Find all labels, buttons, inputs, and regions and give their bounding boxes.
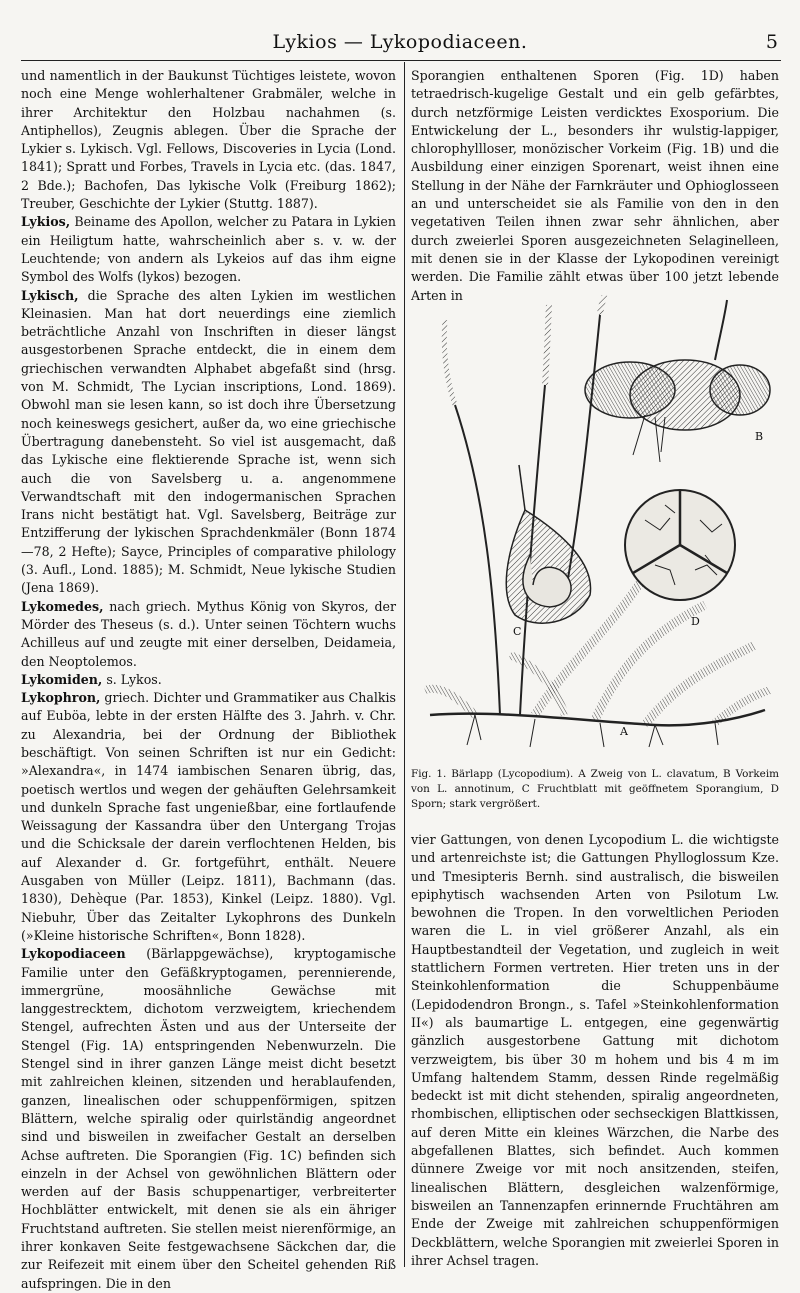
- entry-headword: Lykios,: [21, 214, 71, 230]
- figure-label-d: D: [691, 615, 700, 628]
- entry-headword: Lykomiden,: [21, 671, 103, 687]
- entry-text: s. Lykos.: [102, 671, 162, 687]
- right-column-bottom: [411, 831, 779, 1270]
- entry-lykomedes: [21, 598, 396, 671]
- sporophyll-drawing: [506, 465, 590, 623]
- entry-headword: Lykomedes,: [21, 598, 104, 614]
- figure-caption: Fig. 1. Bärlapp (Lycopodium). A Zweig von L. clavatum, B Vorkeim von L. annotinum, C Fruchtblatt mit geöffnetem Sporangium, D Sporn; stark vergrößert.: [411, 768, 779, 810]
- figure-label-b: B: [755, 430, 764, 443]
- entry-lykisch: [21, 287, 396, 598]
- entry-text: nach griech. Mythus König von Skyros, der Mörder des Theseus (s. d.). Unter seinen Töchtern wuchs Achilleus auf und zeugte mit einer derselben, Deidameia, den Neoptolemos.: [21, 598, 396, 669]
- entry-text: (Bärlappgewächse), kryptogamische Familie unter den Gefäßkryptogamen, perennierende, immergrüne, moosähnliche Gewächse mit langgestrecktem, dichotom verzweigtem, kriechendem Stengel, aufrechten Ästen und aus der Unterseite der Stengel (Fig. 1A) entspringenden Nebenwurzeln. Die Stengel sind in ihrer ganzen Länge meist dicht besetzt mit zahlreichen kleinen, sitzenden und herablaufenden, ganzen, linealischen oder schuppenförmigen, spitzen Blättern, welche spiralig oder quirlständig angeordnet sind und bisweilen in zweifacher Gestalt an derselben Achse auftreten. Die Sporangien (Fig. 1C) befinden sich einzeln in der Achsel von gewöhnlichen Blättern oder werden auf der Basis schuppenartiger, verbreiterter Hochblätter entwickelt, mit denen sie als ein ähriger Fruchtstand auftreten. Sie stellen meist nierenförmige, an ihrer konkaven Seite festgewachsene Säckchen dar, die zur Reifezeit mit einem über den Scheitel gehenden Riß aufspringen. Die in den: [21, 946, 396, 1291]
- entry-text: Beiname des Apollon, welcher zu Patara in Lykien ein Heiligtum hatte, wahrscheinlich aber s. v. w. der Leuchtende; von andern als Lykeios auf das ihm eigne Symbol des Wolfs (lykos) bezogen.: [21, 214, 396, 285]
- lycopodium-figure: [415, 295, 777, 755]
- figure-label-a: A: [620, 725, 628, 738]
- right-column-top: [411, 67, 779, 305]
- paragraph-lykier-continued: und namentlich in der Baukunst Tüchtiges leistete, wovon noch eine Menge wohlerhaltener Grabmäler, welche in ihrer Architektur den Holzbau nachahmen (s. Antiphellos), Zeugnis ablegen. Über die Sprache der Lykier s. Lykisch. Vgl. Fellows, Discoveries in Lycia (Lond. 1841); Spratt und Forbes, Travels in Lycia etc. (das. 1847, 2 Bde.); Bachofen, Das lykische Volk (Freiburg 1862); Treuber, Geschichte der Lykier (Stuttg. 1887).: [21, 68, 396, 212]
- spore-drawing: [625, 490, 735, 600]
- lycopodium-illustration: [415, 295, 777, 755]
- column-divider: [404, 62, 405, 1267]
- entry-headword: Lykisch,: [21, 287, 79, 303]
- left-column: [21, 67, 396, 1293]
- paragraph-gattungen: vier Gattungen, von denen Lycopodium L. die wichtigste und artenreichste ist; die Gattungen Phylloglossum Kze. und Tmesipteris Bernh. sind australisch, die bisweilen epiphytisch wachsenden Arten von Psilotum Lw. bewohnen die Tropen. In den vorweltlichen Perioden waren die L. in viel größerer Anzahl, als ein Hauptbestandteil der Vegetation, und zugleich in weit stattlichern Formen vertreten. Hier treten uns in der Steinkohlenformation die Schuppenbäume (Lepidodendron Brongn., s. Tafel »Steinkohlenformation II«) als baumartige L. entgegen, eine gegenwärtig gänzlich ausgestorbene Gattung mit dichotom verzweigtem, bis über 30 m hohem und bis 4 m im Umfang haltendem Stamm, dessen Rinde regelmäßig bedeckt ist mit dicht stehenden, spiralig angeordneten, rhombischen, elliptischen oder sechseckigen Blattkissen, auf deren Mitte ein kleines Wärzchen, die Narbe des abgefallenen Blattes, sich befindet. Auch kommen dünnere Zweige vor mit noch ansitzenden, steifen, linealischen Blättern, desgleichen walzenförmige, bisweilen an Tannenzapfen erinnernde Fruchtähren am Ende der Zweige mit zahlreichen schuppenförmigen Deckblättern, welche Sporangien mit zweierlei Sporen in ihrer Achsel tragen.: [411, 832, 779, 1268]
- page-header: [20, 30, 780, 54]
- entry-text: griech. Dichter und Grammatiker aus Chalkis auf Euböa, lebte in der ersten Hälfte des 3. Jahrh. v. Chr. zu Alexandria, bei der Ordnung der Bibliothek beschäftigt. Von seinen Schriften ist nur ein Gedicht: »Alexandra«, in 1474 iambischen Senaren übrig, das, poetisch wertlos und wegen der gehäuften Gelehrsamkeit und dunkeln Sprache fast ungenießbar, eine fortlaufende Weissagung der Kassandra über den Untergang Trojas und die Schicksale der darein verflochtenen Helden, bis auf Alexander d. Gr. fortgeführt, enthält. Neuere Ausgaben von Müller (Leipz. 1811), Bachmann (das. 1830), Dehèque (Par. 1853), Kinkel (Leipz. 1880). Vgl. Niebuhr, Über das Zeitalter Lykophrons des Dunkeln (»Kleine historische Schriften«, Bonn 1828).: [21, 690, 396, 943]
- prothallus-drawing: [585, 300, 770, 462]
- entry-headword: Lykophron,: [21, 690, 101, 706]
- entry-text: die Sprache des alten Lykien im westlichen Kleinasien. Man hat dort neuerdings eine ziemlich beträchtliche Anzahl von Inschriften in dieser längst ausgestorbenen Sprache entdeckt, die in einem dem griechischen verwandten Alphabet abgefaßt sind (hrsg. von M. Schmidt, The Lycian inscriptions, Lond. 1869). Obwohl man sie lesen kann, so ist doch ihre Übersetzung noch keineswegs gesichert, außer da, wo eine griechische Übertragung danebensteht. So viel ist ausgemacht, daß das Lykische eine flektierende Sprache ist, wenn sich auch die von Savelsberg u. a. angenommene Verwandtschaft mit den indogermanischen Sprachen Irans nicht bestätigt hat. Vgl. Savelsberg, Beiträge zur Entzifferung der lykischen Sprachdenkmäler (Bonn 1874—78, 2 Hefte); Sayce, Principles of comparative philology (3. Aufl., Lond. 1885); M. Schmidt, Neue lykische Studien (Jena 1869).: [21, 287, 396, 596]
- header-rule: [21, 60, 781, 61]
- entry-lykios: [21, 213, 396, 286]
- paragraph-sporangien: Sporangien enthaltenen Sporen (Fig. 1D) haben tetraedrisch-kugelige Gestalt und ein gelb gefärbtes, durch netzförmige Leisten verdicktes Exosporium. Die Entwickelung der L., besonders ihr wulstig-lappiger, chlorophyllloser, monözischer Vorkeim (Fig. 1B) und die Ausbildung einer einzigen Sporenart, weist ihnen eine Stellung in der Nähe der Farnkräuter und Ophioglosseen an und unterscheidet sie als Familie von den in den vegetativen Teilen ihnen zwar sehr ähnlichen, aber durch zweierlei Sporen ausgezeichneten Selaginelleen, mit denen sie in der Klasse der Lykopodinen vereinigt werden. Die Familie zählt etwas über 100 jetzt lebende Arten in: [411, 68, 779, 303]
- figure-label-c: C: [513, 625, 522, 638]
- entry-lykopodiaceen: [21, 945, 396, 1293]
- running-head: Lykios — Lykopodiaceen.: [272, 31, 528, 53]
- entry-headword: Lykopodiaceen: [21, 946, 126, 962]
- page-number: 5: [765, 31, 778, 53]
- entry-lykomiden: [21, 671, 396, 689]
- entry-lykophron: [21, 689, 396, 945]
